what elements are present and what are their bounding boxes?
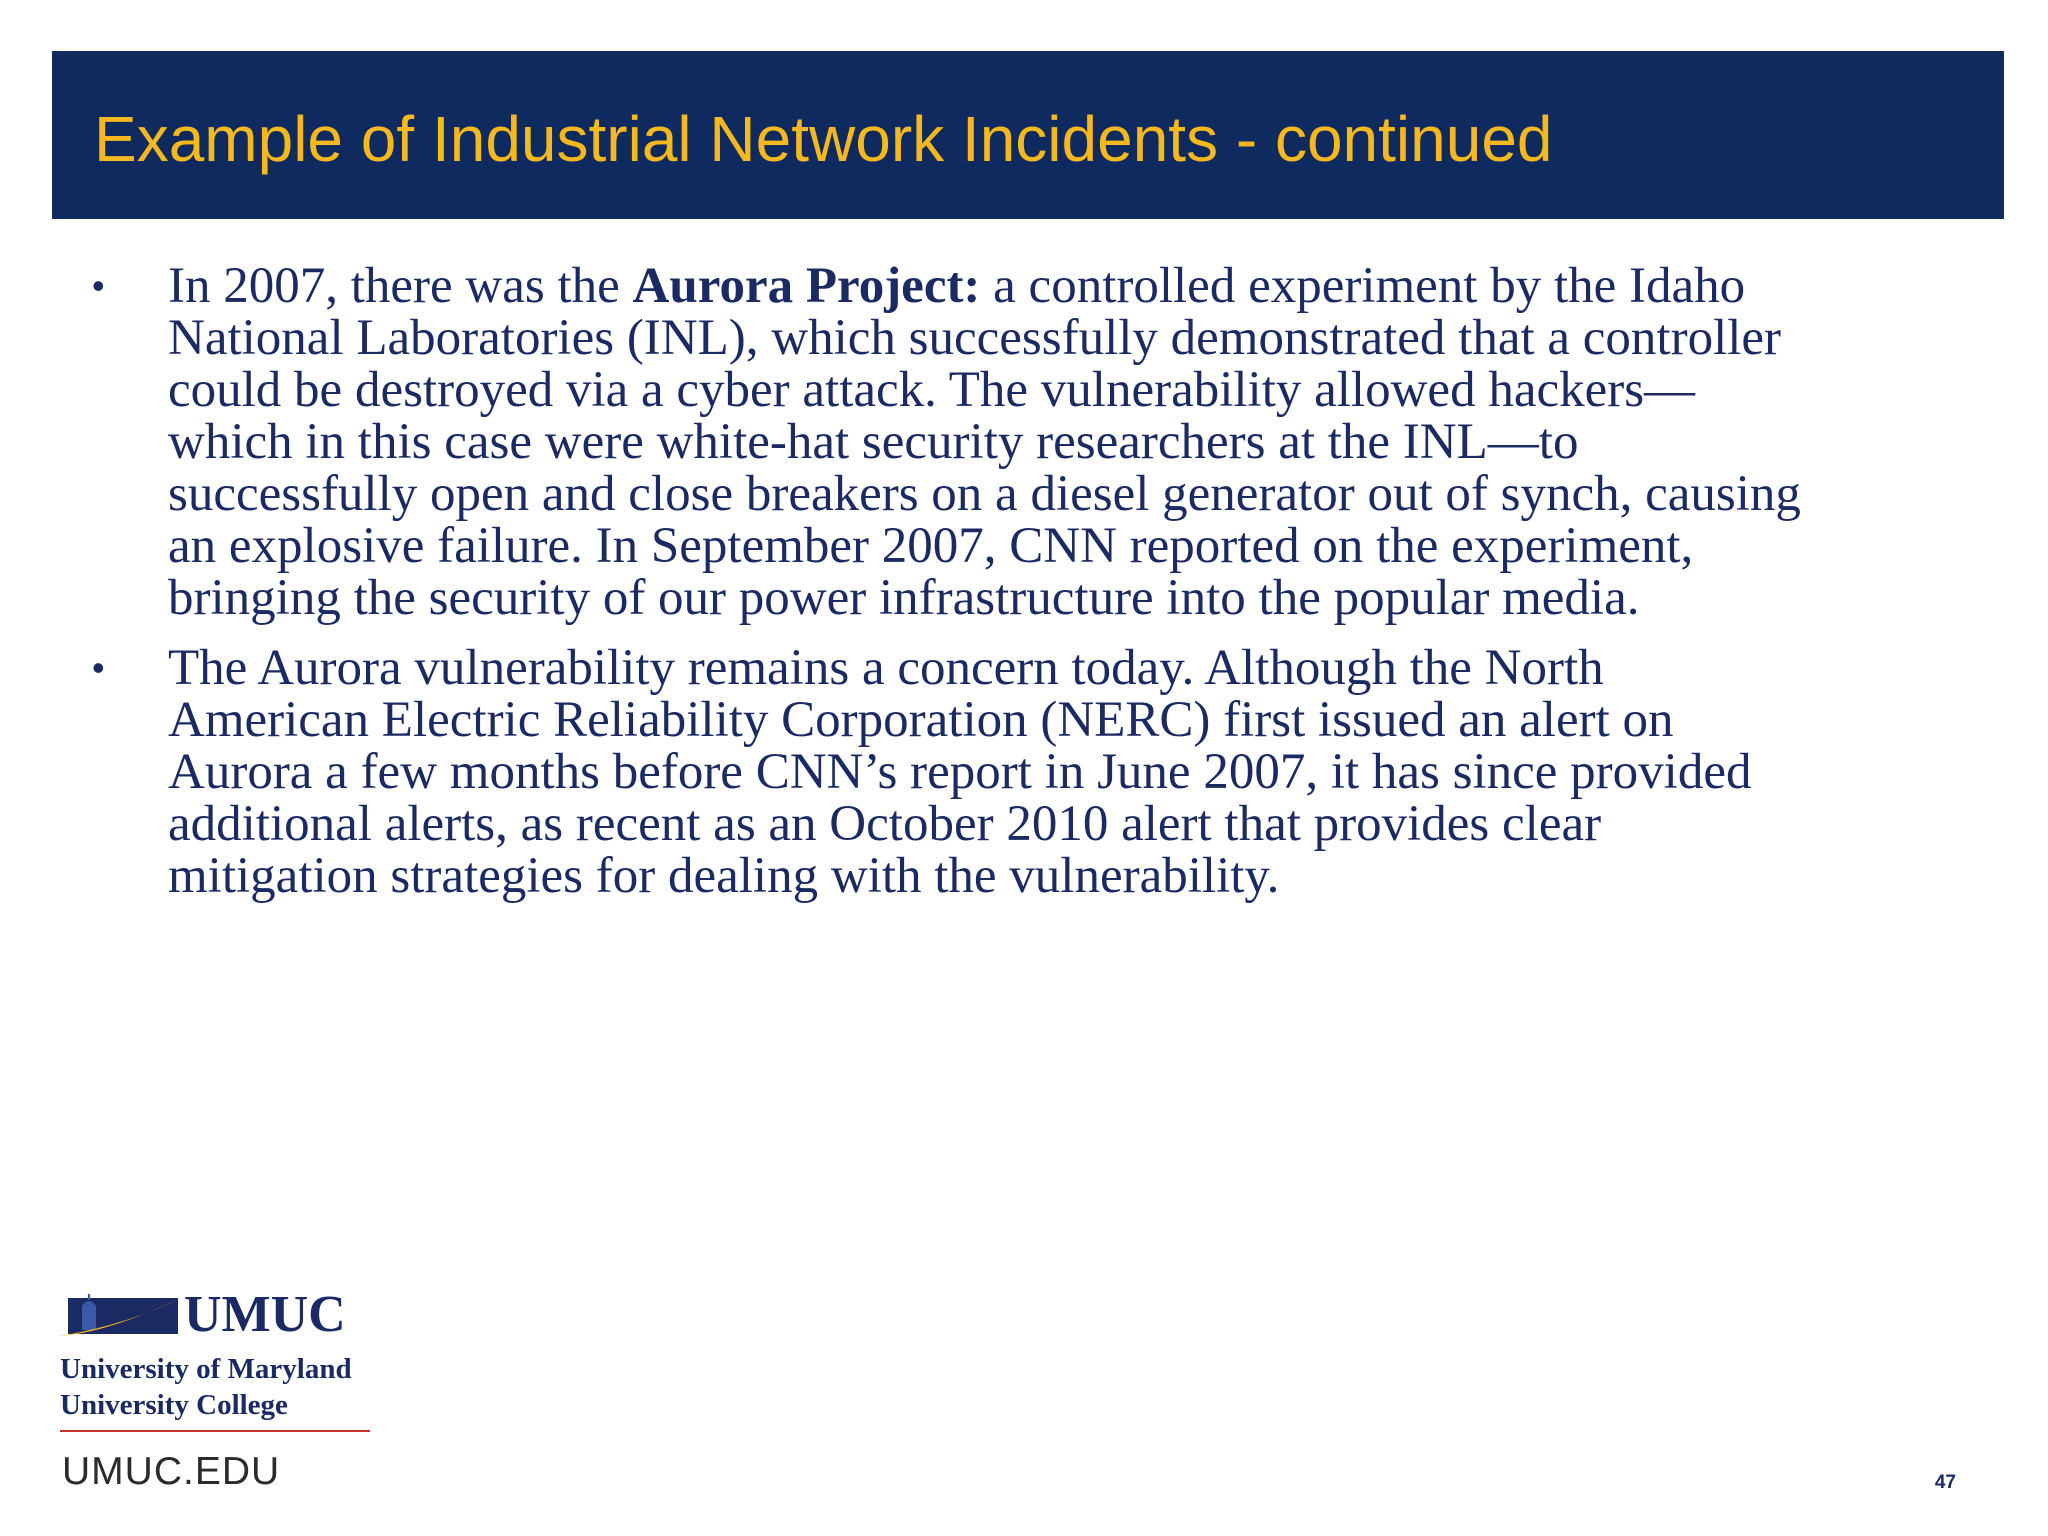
slide-content	[88, 260, 1808, 920]
bullet-icon: •	[92, 647, 105, 688]
bullet-item	[88, 642, 1808, 902]
dome-swoosh-icon	[60, 1290, 182, 1340]
logo-wordmark: UMUC	[184, 1286, 346, 1343]
bullet-item	[88, 260, 1808, 624]
bullet-text-bold: Aurora Project:	[632, 258, 981, 314]
bullet-text	[168, 260, 1808, 624]
bullet-icon: •	[92, 265, 105, 306]
slide-title: Example of Industrial Network Incidents - continued	[94, 103, 1553, 175]
bullet-text-start: In 2007, there was the	[168, 258, 633, 314]
logo-college-line: University College	[60, 1389, 288, 1421]
umuc-logo	[60, 1285, 380, 1423]
page-number: 47	[1934, 1472, 1956, 1493]
logo-university-line: University of Maryland	[60, 1353, 352, 1385]
logo-top	[60, 1285, 380, 1345]
bullet-text-rest: a controlled experiment by the Idaho National Laboratories (INL), which successfully demonstrated that a controller could be destroyed via a cyber attack. The vulnerability allowed hackers—which in this case were white-hat security researchers at the INL—to successfully open and close breakers on a diesel generator out of synch, causing an explosive failure. In September 2007, CNN reported on the experiment, bringing the security of our power infrastructure into the popular media.	[168, 258, 1801, 626]
footer-divider	[60, 1430, 370, 1432]
bullet-text: The Aurora vulnerability remains a concern today. Although the North American Electric Reliability Corporation (NERC) first issued an alert on Aurora a few months before CNN’s report in June 2007, it has since provided additional alerts, as recent as an October 2010 alert that provides clear mitigation strategies for dealing with the vulnerability.	[168, 640, 1752, 904]
site-url: UMUC.EDU	[62, 1450, 281, 1493]
title-bar	[52, 51, 2004, 219]
